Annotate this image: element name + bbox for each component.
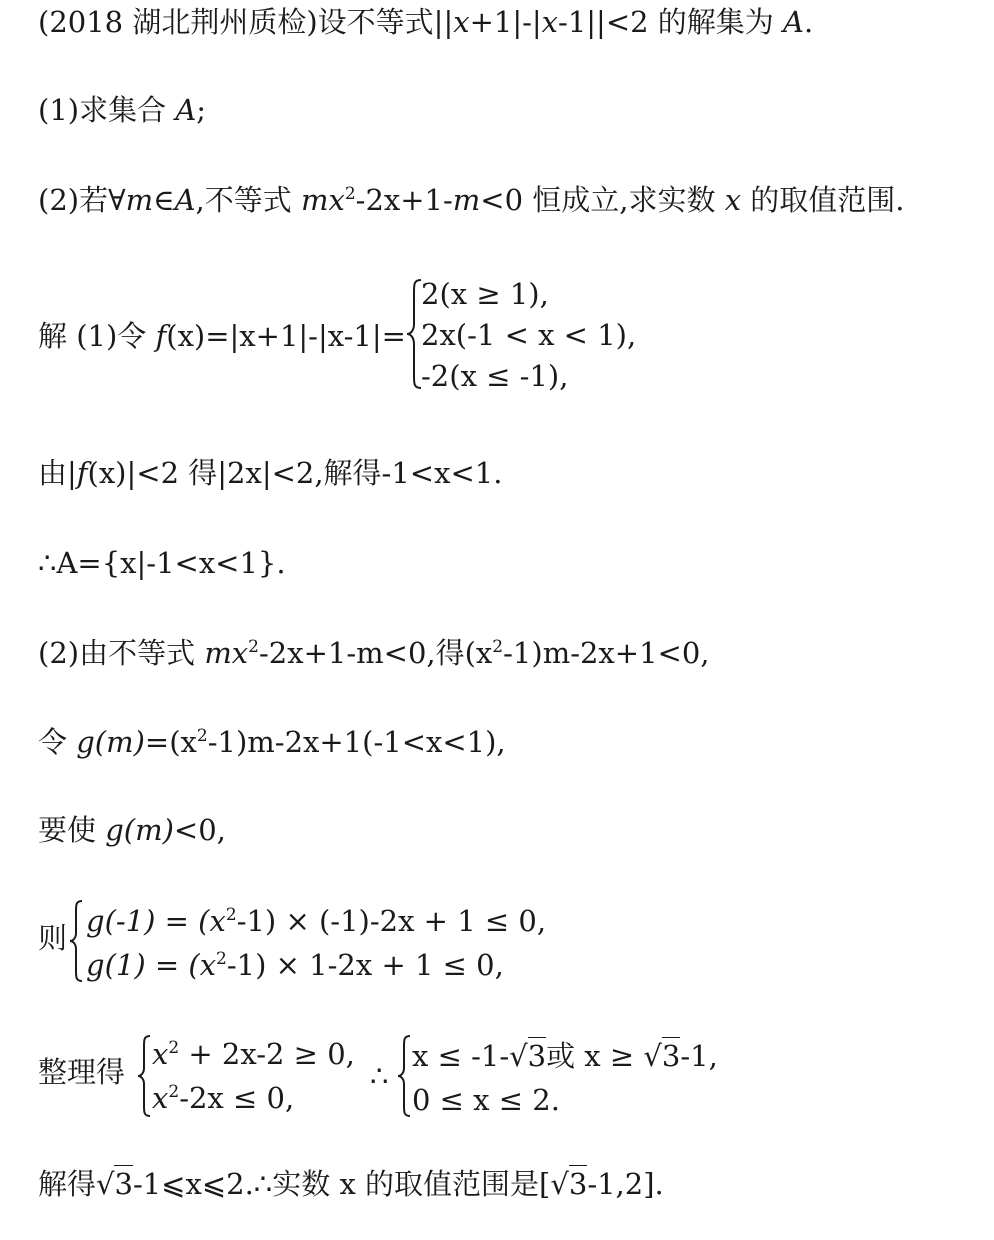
s4-square-1: 2 xyxy=(248,637,259,657)
question-1 xyxy=(38,90,206,130)
solution-2-intro xyxy=(38,633,710,673)
simplified-system xyxy=(136,1030,376,1122)
stem-period: . xyxy=(803,5,814,39)
final-text-b: -1⩽x⩽2.∴实数 x 的取值范围是[√ xyxy=(132,1167,569,1201)
s2-text-a: 由| xyxy=(38,456,77,490)
sr1-text: + 2x-2 ≥ 0, xyxy=(179,1037,355,1071)
final-sqrt3b: 3 xyxy=(568,1167,588,1201)
then-label xyxy=(38,918,67,958)
q2-element-of: ∈ xyxy=(153,183,175,217)
s2-function-f: f xyxy=(76,456,88,490)
s5-text-a: 令 xyxy=(38,725,77,759)
q2-label: (2)若∀ xyxy=(38,183,126,217)
solution-2-require xyxy=(38,810,226,850)
simplify-text: 整理得 xyxy=(38,1055,126,1089)
piecewise-case-2: 2x(-1 < x < 1), xyxy=(421,318,637,352)
left-brace-icon xyxy=(68,895,84,987)
q1-end: ; xyxy=(196,93,207,127)
s4-square-2: 2 xyxy=(492,637,504,657)
solution-1-result xyxy=(38,543,286,583)
solution-label: 解 (1)令 xyxy=(38,319,156,353)
range1-text-b: 或 x ≥ √ xyxy=(546,1039,662,1073)
then-text: 则 xyxy=(38,921,68,955)
solution-1-step xyxy=(38,453,502,493)
function-f: f xyxy=(155,319,167,353)
final-text-c: -1,2]. xyxy=(587,1167,664,1201)
problem-source: (2018 湖北荆州质检) xyxy=(38,5,318,39)
piecewise-case-3: -2(x ≤ -1), xyxy=(421,359,569,393)
g-condition-2 xyxy=(86,945,504,985)
therefore-symbol xyxy=(370,1056,388,1096)
range1-text-a: x ≤ -1-√ xyxy=(412,1039,528,1073)
final-sqrt3: 3 xyxy=(114,1167,133,1201)
s4-expr-mx: mx xyxy=(204,636,249,670)
simplified-row-1 xyxy=(152,1034,355,1074)
q2-end: 的取值范围. xyxy=(741,183,905,217)
final-answer xyxy=(38,1164,664,1204)
range1-sqrt3b: 3 xyxy=(661,1039,681,1073)
question-2 xyxy=(38,180,905,220)
s6-text-a: 要使 xyxy=(38,813,106,847)
f-definition: (x)=|x+1|-|x-1|= xyxy=(166,319,406,353)
s4-text-c: -2x+1-m<0,得(x xyxy=(259,636,493,670)
q2-text: ,不等式 xyxy=(195,183,301,217)
problem-stem xyxy=(38,2,813,42)
therefore-text: ∴ xyxy=(370,1059,389,1093)
g2-square: 2 xyxy=(216,949,227,969)
set-a-result: ∴A={x|-1<x<1}. xyxy=(38,546,286,580)
range-row-2: 0 ≤ x ≤ 2. xyxy=(412,1083,560,1117)
sr1-x: x xyxy=(152,1037,169,1071)
piecewise-case-1: 2(x ≥ 1), xyxy=(421,277,549,311)
g2-text-a: g(1) = (x xyxy=(86,948,217,982)
g1-text-a: g(-1) = (x xyxy=(86,904,226,938)
s6-text-b: <0, xyxy=(173,813,226,847)
q2-var-m: m xyxy=(125,183,154,217)
q1-label: (1)求集合 xyxy=(38,93,176,127)
q2-expr-mx: mx xyxy=(300,183,345,217)
stem-var-x: x xyxy=(453,5,470,39)
stem-expr-end: -1||<2 的解集为 xyxy=(558,5,784,39)
simplify-label xyxy=(38,1052,125,1092)
s5-text-c: -1)m-2x+1(-1<x<1), xyxy=(207,725,506,759)
stem-expr-mid: +1|-| xyxy=(469,5,542,39)
range1-sqrt3: 3 xyxy=(527,1039,547,1073)
s4-text-d: -1)m-2x+1<0, xyxy=(503,636,710,670)
q2-var-x: x xyxy=(724,183,742,217)
s5-function-g: g(m) xyxy=(76,725,145,759)
sr2-x: x xyxy=(152,1081,169,1115)
g2-text-b: -1) × 1-2x + 1 ≤ 0, xyxy=(226,948,504,982)
q2-set-a: A xyxy=(174,183,196,217)
q2-expr-tail: <0 恒成立,求实数 xyxy=(480,183,725,217)
g1-square: 2 xyxy=(225,905,237,925)
range1-text-c: -1, xyxy=(680,1039,718,1073)
g-condition-1 xyxy=(86,901,546,941)
left-brace-icon xyxy=(136,1030,152,1122)
g1-text-b: -1) × (-1)-2x + 1 ≤ 0, xyxy=(236,904,547,938)
stem-text: 设不等式 xyxy=(317,5,434,39)
final-text-a: 解得√ xyxy=(38,1167,115,1201)
s4-text-a: (2)由不等式 xyxy=(38,636,205,670)
s5-square: 2 xyxy=(196,726,208,746)
stem-set-a: A xyxy=(783,5,804,39)
g-conditions-system xyxy=(68,895,568,987)
s5-text-b: =(x xyxy=(144,725,197,759)
solution-1-intro xyxy=(38,316,406,356)
sr2-text: -2x ≤ 0, xyxy=(179,1081,295,1115)
sr1-square: 2 xyxy=(168,1038,180,1058)
q2-expr-mid: -2x+1- xyxy=(355,183,453,217)
stem-abs-open: || xyxy=(433,5,454,39)
solution-range-system xyxy=(396,1030,756,1122)
simplified-row-2 xyxy=(152,1078,294,1118)
q2-square: 2 xyxy=(344,184,356,204)
left-brace-icon xyxy=(396,1030,412,1122)
stem-var-x2: x xyxy=(541,5,559,39)
sr2-square: 2 xyxy=(168,1082,180,1102)
s2-text-b: (x)|<2 得|2x|<2,解得-1<x<1. xyxy=(87,456,503,490)
s6-function-g: g(m) xyxy=(105,813,174,847)
piecewise-system xyxy=(405,272,665,397)
q2-expr-m: m xyxy=(452,183,481,217)
solution-2-define-g xyxy=(38,722,506,762)
q1-set-a: A xyxy=(175,93,197,127)
range-row-1 xyxy=(412,1036,718,1076)
